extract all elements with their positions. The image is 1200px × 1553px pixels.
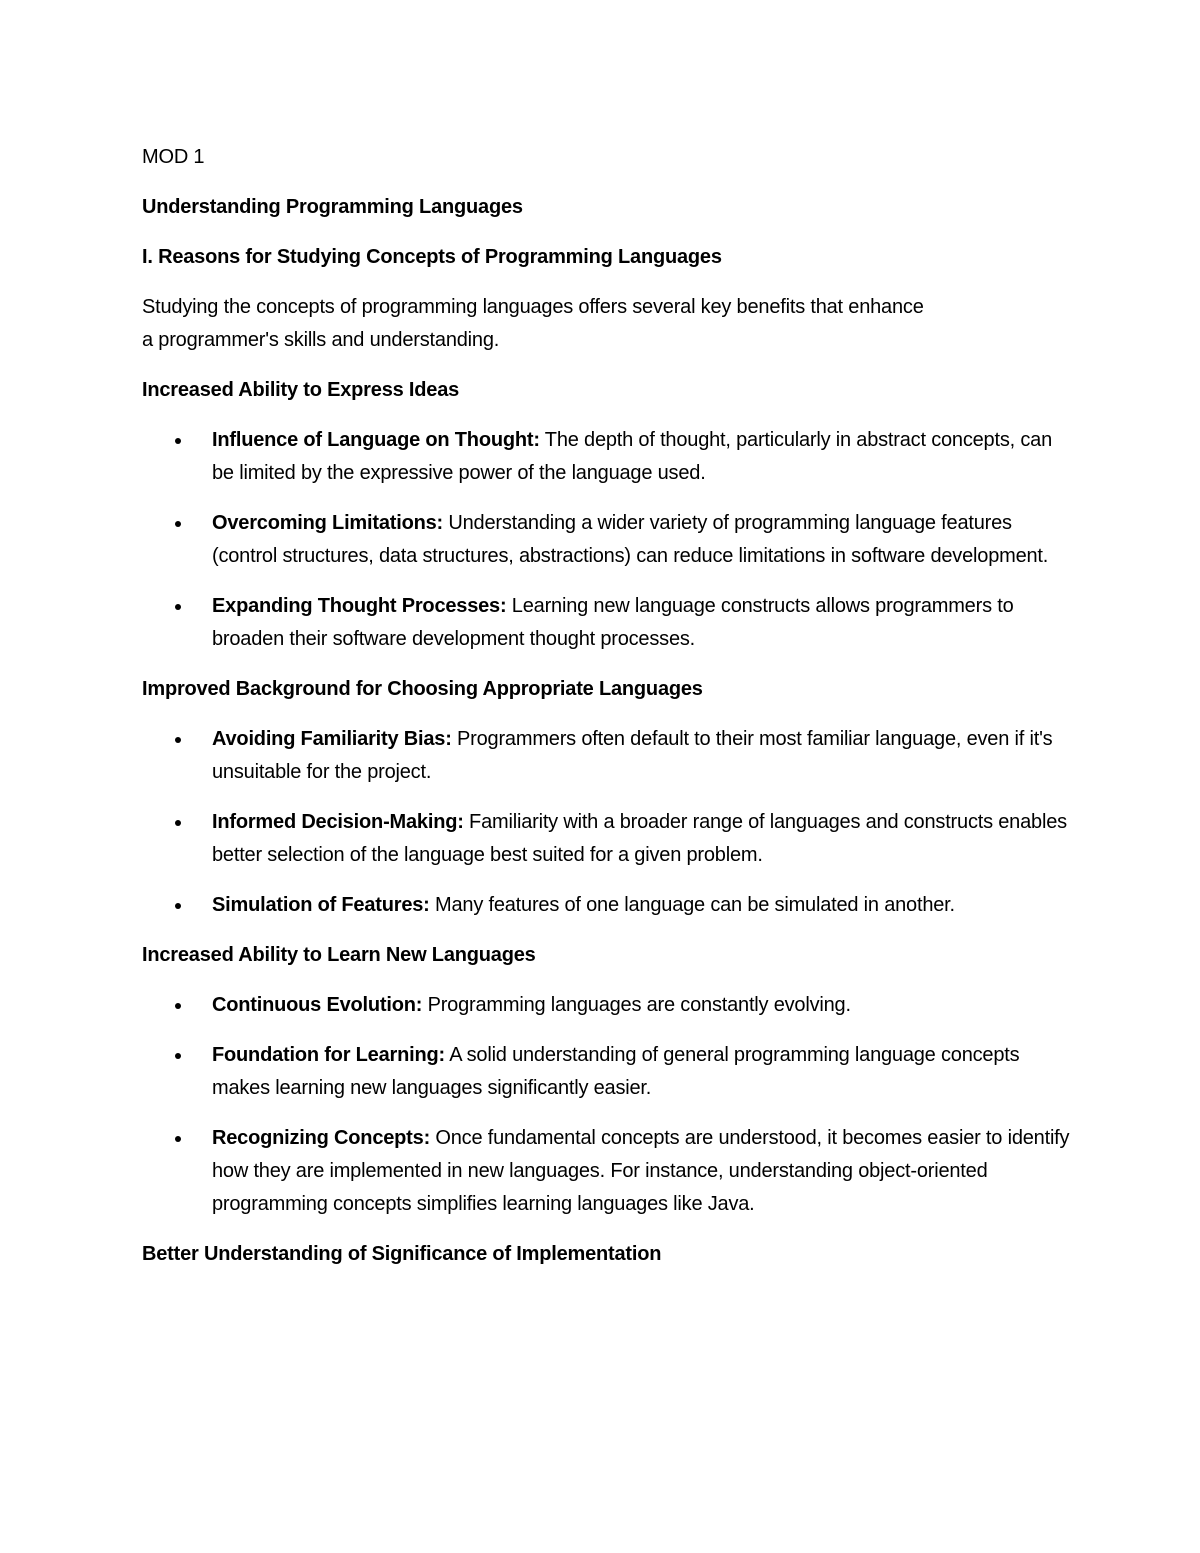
list-item-term: Expanding Thought Processes: (212, 595, 507, 617)
document-body (142, 141, 1072, 1288)
list-item-text: Understanding a wider variety of programming language features (control structures, data structures, abstractions) can reduce limitations in software development. (212, 512, 1049, 567)
bullet-list-express-ideas (142, 424, 1072, 656)
list-item-text: Programming languages are constantly evolving. (422, 994, 851, 1016)
list-item-text: Learning new language constructs allows programmers to broaden their software development thought processes. (212, 595, 1014, 650)
list-item-term: Overcoming Limitations: (212, 512, 443, 534)
subsection-heading-choosing-languages: Improved Background for Choosing Appropriate Languages (142, 678, 703, 700)
list-item-term: Foundation for Learning: (212, 1044, 445, 1066)
list-item-term: Recognizing Concepts: (212, 1127, 431, 1149)
list-item-text: Programmers often default to their most familiar language, even if it's unsuitable for the project. (212, 728, 1053, 783)
intro-line-2: a programmer's skills and understanding. (142, 329, 500, 351)
bullet-icon (175, 820, 181, 826)
bullet-icon (175, 737, 181, 743)
list-item-term: Informed Decision-Making: (212, 811, 464, 833)
list-item (142, 1039, 1072, 1105)
bullet-icon (175, 1003, 181, 1009)
list-item (142, 989, 1072, 1022)
document-title: Understanding Programming Languages (142, 196, 523, 218)
bullet-icon (175, 903, 181, 909)
bullet-icon (175, 1053, 181, 1059)
bullet-icon (175, 1136, 181, 1142)
list-item-text: Many features of one language can be simulated in another. (429, 894, 955, 916)
bullet-icon (175, 604, 181, 610)
intro-paragraph (142, 291, 1072, 357)
list-item-term: Influence of Language on Thought: (212, 429, 540, 451)
list-item (142, 889, 1072, 922)
list-item (142, 590, 1072, 656)
subsection-heading-express-ideas: Increased Ability to Express Ideas (142, 379, 460, 401)
list-item (142, 507, 1072, 573)
list-item (142, 723, 1072, 789)
list-item-text: Familiarity with a broader range of languages and constructs enables better selection of the language best suited for a given problem. (212, 811, 1067, 866)
list-item (142, 1122, 1072, 1221)
bullet-list-choosing-languages (142, 723, 1072, 922)
section-heading: I. Reasons for Studying Concepts of Programming Languages (142, 246, 722, 268)
module-label: MOD 1 (142, 146, 205, 168)
list-item-text: A solid understanding of general programming language concepts makes learning new languages significantly easier. (212, 1044, 1020, 1099)
list-item (142, 806, 1072, 872)
list-item-term: Simulation of Features: (212, 894, 430, 916)
list-item-text: Once fundamental concepts are understood, it becomes easier to identify how they are implemented in new languages. For instance, understanding object-oriented programming concepts simplifies learning languages like Java. (212, 1127, 1070, 1215)
bullet-icon (175, 521, 181, 527)
subsection-heading-implementation: Better Understanding of Significance of Implementation (142, 1243, 662, 1265)
list-item-text: The depth of thought, particularly in abstract concepts, can be limited by the expressive power of the language used. (212, 429, 1052, 484)
intro-line-1: Studying the concepts of programming languages offers several key benefits that enhance (142, 296, 924, 318)
bullet-icon (175, 438, 181, 444)
list-item-term: Continuous Evolution: (212, 994, 423, 1016)
bullet-list-learn-languages (142, 989, 1072, 1221)
list-item-term: Avoiding Familiarity Bias: (212, 728, 452, 750)
subsection-heading-learn-languages: Increased Ability to Learn New Languages (142, 944, 536, 966)
list-item (142, 424, 1072, 490)
